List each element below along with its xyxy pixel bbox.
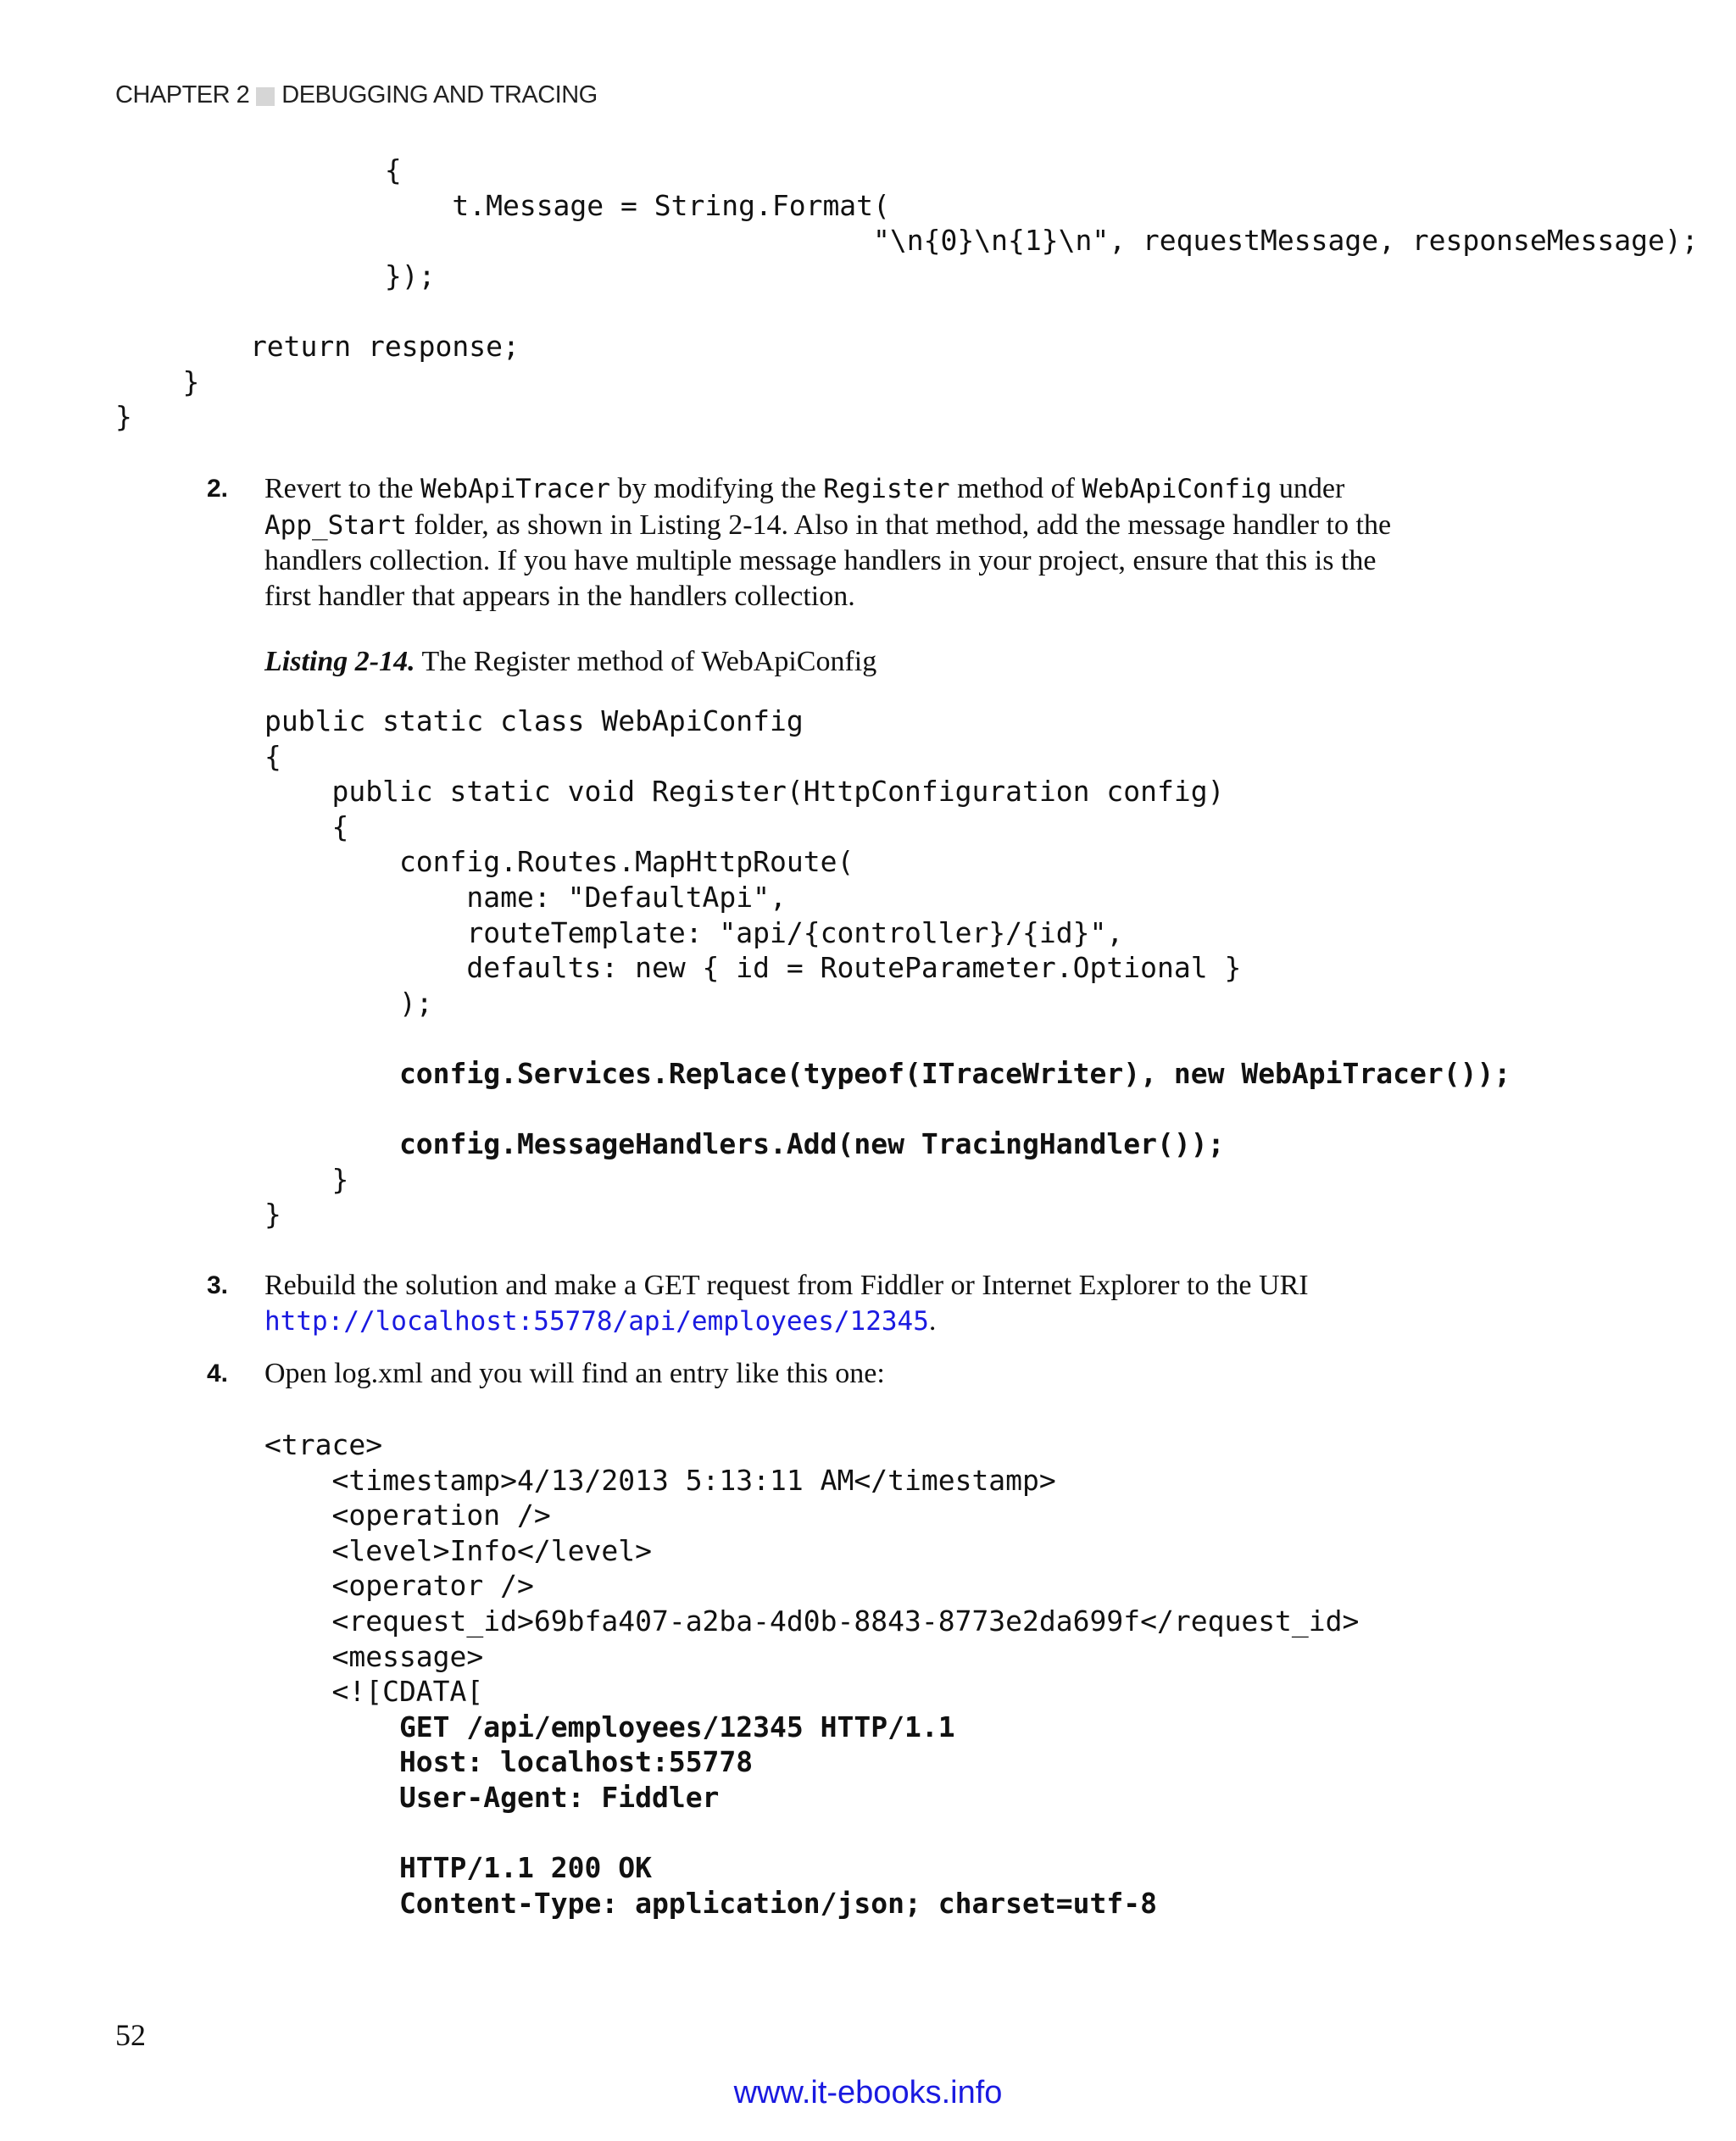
running-header xyxy=(115,81,598,109)
code-line: } xyxy=(115,400,132,434)
listing-line: routeTemplate: "api/{controller}/{id}", xyxy=(264,915,1124,949)
inline-code: Register xyxy=(823,474,950,504)
link-suffix: . xyxy=(928,1304,937,1337)
text-run: under xyxy=(1271,473,1345,504)
log-line: <message> xyxy=(264,1639,484,1673)
listing-line: } xyxy=(264,1198,281,1232)
code-line: return response; xyxy=(115,329,520,363)
listing-line: } xyxy=(264,1162,349,1196)
log-entry-code xyxy=(264,1427,1359,1921)
log-line: GET /api/employees/12345 HTTP/1.1 xyxy=(264,1710,955,1743)
listing-line: ); xyxy=(264,986,433,1020)
code-line: }); xyxy=(115,259,436,292)
inline-code: WebApiConfig xyxy=(1082,474,1272,504)
code-block-top xyxy=(115,153,1699,435)
step-number: 2. xyxy=(207,475,229,503)
listing-line: defaults: new { id = RouteParameter.Optional } xyxy=(264,951,1242,985)
listing-line: { xyxy=(264,739,281,773)
listing-line: config.Routes.MapHttpRoute( xyxy=(264,845,854,879)
footer-url-link[interactable]: www.it-ebooks.info xyxy=(733,2075,1003,2110)
code-line: } xyxy=(115,364,200,398)
log-line: <![CDATA[ xyxy=(264,1675,484,1709)
listing-caption xyxy=(264,646,876,678)
text-run: folder, as shown in Listing 2-14. Also in that method, add the message handler to the handlers collection. If you have multiple message handlers in your project, ensure that this is the first handler that appears in the handlers collection. xyxy=(264,509,1392,612)
listing-line: config.Services.Replace(typeof(ITraceWriter), new WebApiTracer()); xyxy=(264,1056,1511,1090)
listing-line: public static class WebApiConfig xyxy=(264,704,804,737)
log-line: Content-Type: application/json; charset=utf-8 xyxy=(264,1886,1157,1920)
log-line: <timestamp>4/13/2013 5:13:11 AM</timestamp> xyxy=(264,1463,1056,1497)
log-line: User-Agent: Fiddler xyxy=(264,1780,720,1814)
step-text xyxy=(264,1268,1417,1339)
listing-caption-text: The Register method of WebApiConfig xyxy=(421,646,877,677)
log-line: <operation /> xyxy=(264,1499,551,1532)
inline-code: WebApiTracer xyxy=(420,474,611,504)
chapter-label: CHAPTER 2 xyxy=(115,81,250,108)
inline-code: App_Start xyxy=(264,509,407,541)
listing-line: name: "DefaultApi", xyxy=(264,880,787,914)
log-line: <request_id>69bfa407-a2ba-4d0b-8843-8773e2da699f</request_id> xyxy=(264,1604,1360,1638)
log-line: HTTP/1.1 200 OK xyxy=(264,1851,652,1885)
step-number: 3. xyxy=(207,1271,229,1299)
listing-label: Listing 2-14. xyxy=(264,646,415,677)
separator-square-icon xyxy=(256,87,275,106)
log-line: <level>Info</level> xyxy=(264,1533,652,1567)
log-line: <operator /> xyxy=(264,1569,534,1603)
log-line: Host: localhost:55778 xyxy=(264,1745,754,1779)
step-text xyxy=(264,471,1417,614)
code-line: { xyxy=(115,153,402,186)
code-line: t.Message = String.Format( xyxy=(115,188,890,222)
text-run: method of xyxy=(949,473,1082,504)
chapter-title: DEBUGGING AND TRACING xyxy=(281,81,598,108)
code-line: "\n{0}\n{1}\n", requestMessage, responseMessage); xyxy=(115,224,1699,258)
listing-line: { xyxy=(264,809,349,843)
localhost-uri-link[interactable]: http://localhost:55778/api/employees/12345 xyxy=(264,1305,929,1337)
listing-line: public static void Register(HttpConfiguration config) xyxy=(264,775,1225,809)
page-number: 52 xyxy=(115,2018,146,2052)
step-text: Open log.xml and you will find an entry like this one: xyxy=(264,1358,885,1389)
code-listing-2-14 xyxy=(264,703,1511,1232)
text-run: by modifying the xyxy=(610,473,824,504)
listing-line: config.MessageHandlers.Add(new TracingHandler()); xyxy=(264,1127,1225,1161)
log-line: <trace> xyxy=(264,1428,383,1461)
step-number: 4. xyxy=(207,1360,229,1387)
step-3-text: Rebuild the solution and make a GET request from Fiddler or Internet Explorer to the URI xyxy=(264,1270,1309,1301)
text-run: Revert to the xyxy=(264,473,421,504)
